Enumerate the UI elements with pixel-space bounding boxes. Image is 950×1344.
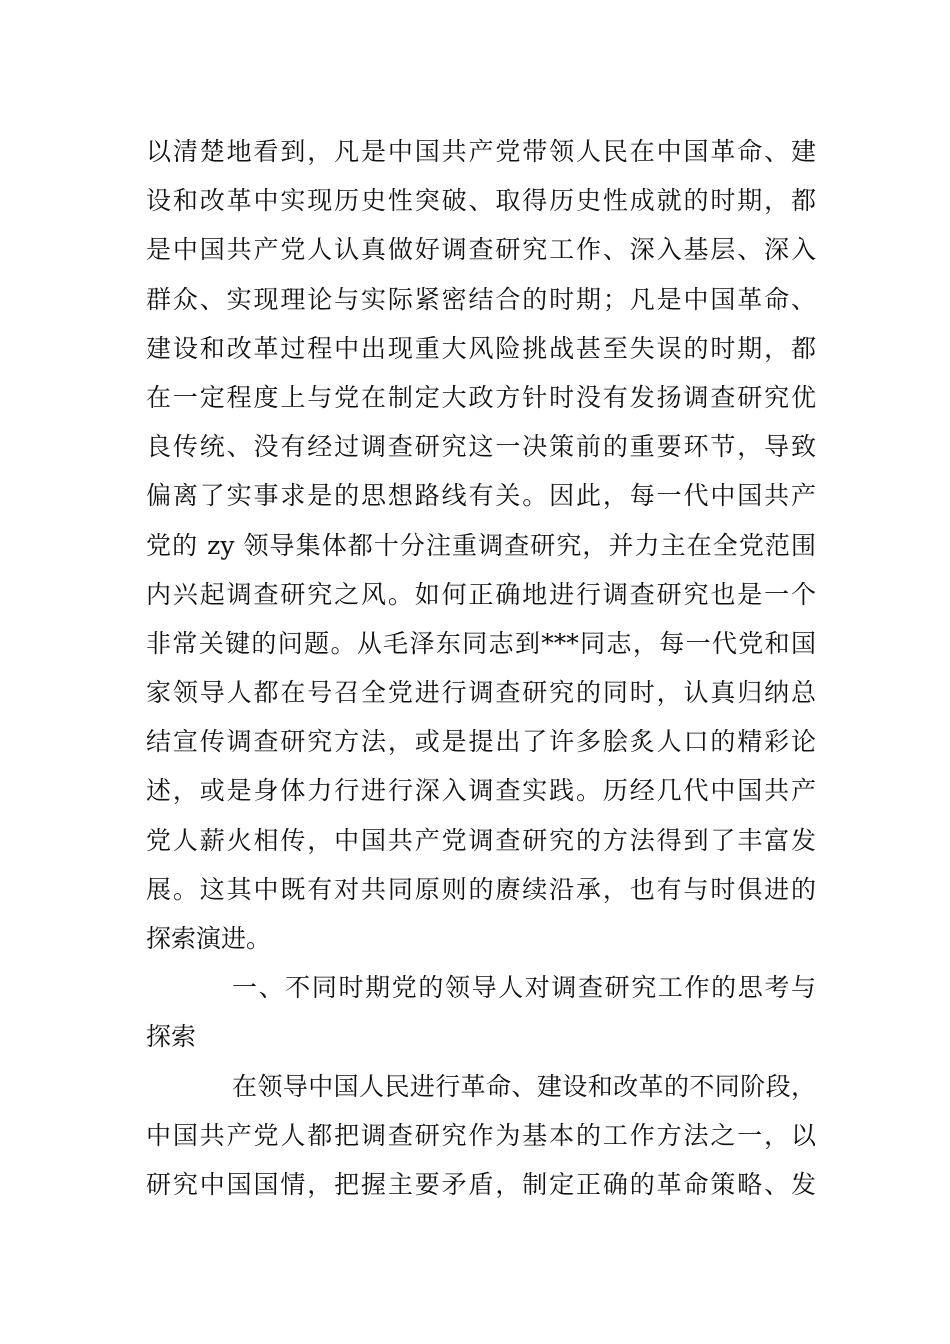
text-line: 良传统、没有经过调查研究这一决策前的重要环节，导致: [146, 432, 816, 462]
text-line: 党人薪火相传，中国共产党调查研究的方法得到了丰富发: [146, 825, 816, 855]
text-line: 在领导中国人民进行革命、建设和改革的不同阶段，: [232, 1071, 816, 1101]
text-line: 以清楚地看到，凡是中国共产党带领人民在中国革命、建: [146, 137, 816, 166]
heading-line: 探索: [146, 1022, 197, 1052]
text-line: 在一定程度上与党在制定大政方针时没有发扬调查研究优: [146, 382, 816, 412]
text-line: 党的 zy 领导集体都十分注重调查研究，并力主在全党范围: [146, 530, 816, 560]
text-line: 探索演进。: [146, 924, 272, 953]
text-line: 述，或是身体力行进行深入调查实践。历经几代中国共产: [146, 776, 816, 806]
text-line: 建设和改革过程中出现重大风险挑战甚至失误的时期，都: [146, 333, 816, 363]
text-line: 家领导人都在号召全党进行调查研究的同时，认真归纳总: [146, 678, 816, 708]
text-line: 设和改革中实现历史性突破、取得历史性成就的时期，都: [146, 186, 816, 216]
text-line: 展。这其中既有对共同原则的赓续沿承，也有与时俱进的: [146, 874, 816, 904]
text-line: 是中国共产党人认真做好调查研究工作、深入基层、深入: [146, 235, 816, 265]
paragraph: [146, 127, 816, 963]
text-line: 结宣传调查研究方法，或是提出了许多脍炙人口的精彩论: [146, 727, 816, 757]
text-line: 群众、实现理论与实际紧密结合的时期；凡是中国革命、: [146, 284, 816, 314]
section-heading: [146, 963, 816, 1061]
text-line: 内兴起调查研究之风。如何正确地进行调查研究也是一个: [146, 579, 816, 609]
paragraph: [146, 1062, 816, 1210]
text-line: 研究中国国情，把握主要矛盾，制定正确的革命策略、发: [146, 1169, 816, 1199]
text-line: 非常关键的问题。从毛泽东同志到***同志，每一代党和国: [146, 628, 816, 658]
document-body: [146, 127, 816, 1209]
heading-line: 一、不同时期党的领导人对调查研究工作的思考与: [232, 973, 816, 1003]
text-line: 中国共产党人都把调查研究作为基本的工作方法之一，以: [146, 1120, 816, 1150]
text-line: 偏离了实事求是的思想路线有关。因此，每一代中国共产: [146, 481, 816, 511]
